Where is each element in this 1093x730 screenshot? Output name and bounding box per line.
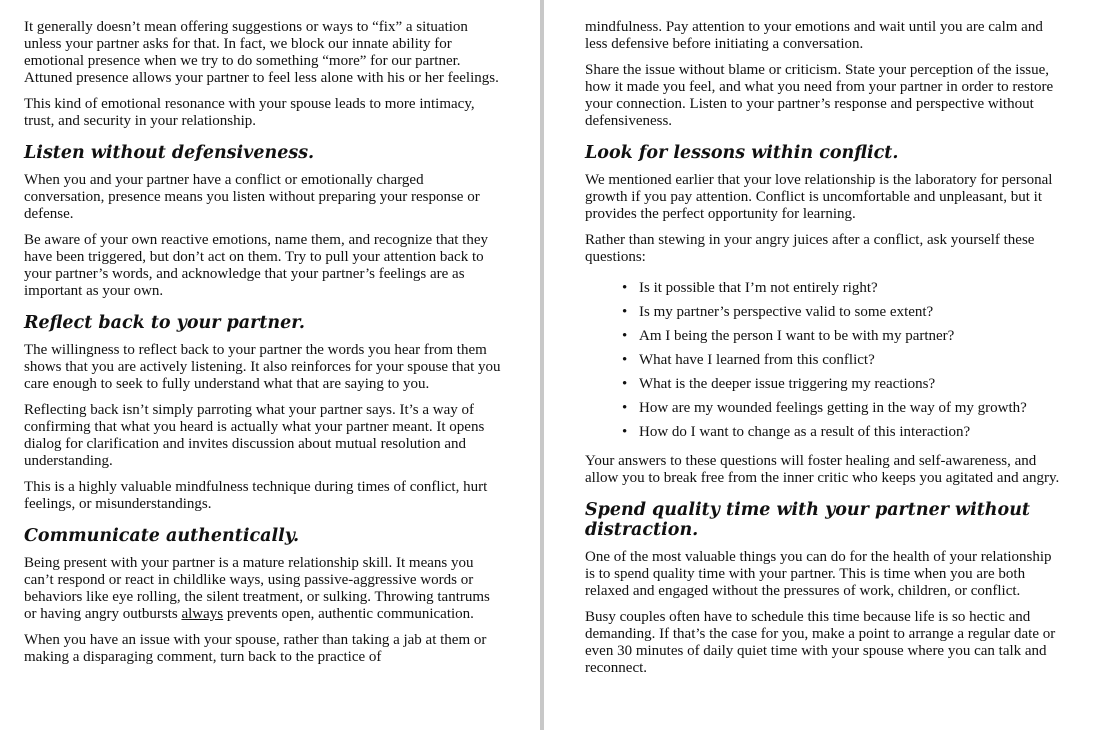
right-page-column <box>585 19 1065 686</box>
list-item: • Is my partner’s perspective valid to some extent? <box>622 304 1065 321</box>
paragraph: When you and your partner have a conflict or emotionally charged conversation, presence means you listen without preparing your response or defense. <box>24 172 480 222</box>
right-page <box>544 0 1093 730</box>
paragraph-text: Being present with your partner is a mature relationship skill. It means you can’t respond or react in childlike ways, using passive-aggressive words or behaviors like eye rolling, the silent treatment, or sulking. Throwing tantrums or having angry outbursts <box>24 555 490 622</box>
paragraph: It generally doesn’t mean offering suggestions or ways to “fix” a situation unless your partner asks for that. In fact, we block our innate ability for emotional presence when we try to do something “more” for our partner. Attuned presence allows your partner to feel less alone with his or her feelings. <box>24 19 499 86</box>
paragraph: Be aware of your own reactive emotions, name them, and recognize that they have been triggered, but don’t act on them. Try to pull your attention back to your partner’s words, and acknowledge that your partner’s feelings are as important as your own. <box>24 232 488 299</box>
list-item: • What have I learned from this conflict? <box>622 352 1065 369</box>
list-item: • How do I want to change as a result of this interaction? <box>622 424 1065 441</box>
paragraph-text: prevents open, authentic communication. <box>223 606 474 622</box>
paragraph: Busy couples often have to schedule this time because life is so hectic and demanding. If that’s the case for you, make a point to arrange a regular date or even 30 minutes of daily quiet time with your spouse where you can talk and reconnect. <box>585 609 1056 676</box>
paragraph <box>24 555 502 623</box>
left-page <box>0 0 540 730</box>
paragraph: This is a highly valuable mindfulness technique during times of conflict, hurt feelings, or misunderstandings. <box>24 479 488 512</box>
section-heading-quality-time: Spend quality time with your partner without distraction. <box>585 500 1031 540</box>
paragraph: Rather than stewing in your angry juices after a conflict, ask yourself these questions: <box>585 232 1035 265</box>
list-item: • How are my wounded feelings getting in the way of my growth? <box>622 400 1065 417</box>
section-heading-communicate: Communicate authentically. <box>24 526 300 546</box>
paragraph: The willingness to reflect back to your partner the words you hear from them shows that you are actively listening. It also reinforces for your spouse that you care enough to seek to fully understand what that are saying to you. <box>24 342 501 392</box>
paragraph: One of the most valuable things you can do for the health of your relationship is to spend quality time with your partner. This is time when you are both relaxed and engaged without the pressures of work, children, or conflict. <box>585 549 1052 599</box>
paragraph: mindfulness. Pay attention to your emotions and wait until you are calm and less defensive before initiating a conversation. <box>585 19 1043 52</box>
list-item: • Am I being the person I want to be with my partner? <box>622 328 1065 345</box>
paragraph: When you have an issue with your spouse, rather than taking a jab at them or making a disparaging comment, turn back to the practice of <box>24 632 487 665</box>
section-heading-lessons: Look for lessons within conflict. <box>585 143 899 163</box>
paragraph: This kind of emotional resonance with your spouse leads to more intimacy, trust, and security in your relationship. <box>24 96 475 129</box>
list-item: • What is the deeper issue triggering my reactions? <box>622 376 1065 393</box>
questions-list <box>585 280 1065 441</box>
underlined-word: always <box>181 606 224 622</box>
paragraph: Share the issue without blame or criticism. State your perception of the issue, how it made you feel, and what you need from your partner in order to restore your connection. Listen to your partner’s response and perspective without defensiveness. <box>585 62 1054 129</box>
paragraph: We mentioned earlier that your love relationship is the laboratory for personal growth if you pay attention. Conflict is uncomfortable and unpleasant, but it provides the perfect opportunity for learning. <box>585 172 1053 222</box>
list-item: • Is it possible that I’m not entirely right? <box>622 280 1065 297</box>
section-heading-reflect: Reflect back to your partner. <box>24 313 305 333</box>
paragraph: Reflecting back isn’t simply parroting what your partner says. It’s a way of confirming that what you heard is actually what your partner meant. It opens dialog for clarification and invites discussion about mutual resolution and understanding. <box>24 402 485 469</box>
paragraph: Your answers to these questions will foster healing and self-awareness, and allow you to break free from the inner critic who keeps you agitated and angry. <box>585 453 1060 486</box>
section-heading-listen: Listen without defensiveness. <box>24 143 315 163</box>
left-page-column <box>24 19 502 675</box>
